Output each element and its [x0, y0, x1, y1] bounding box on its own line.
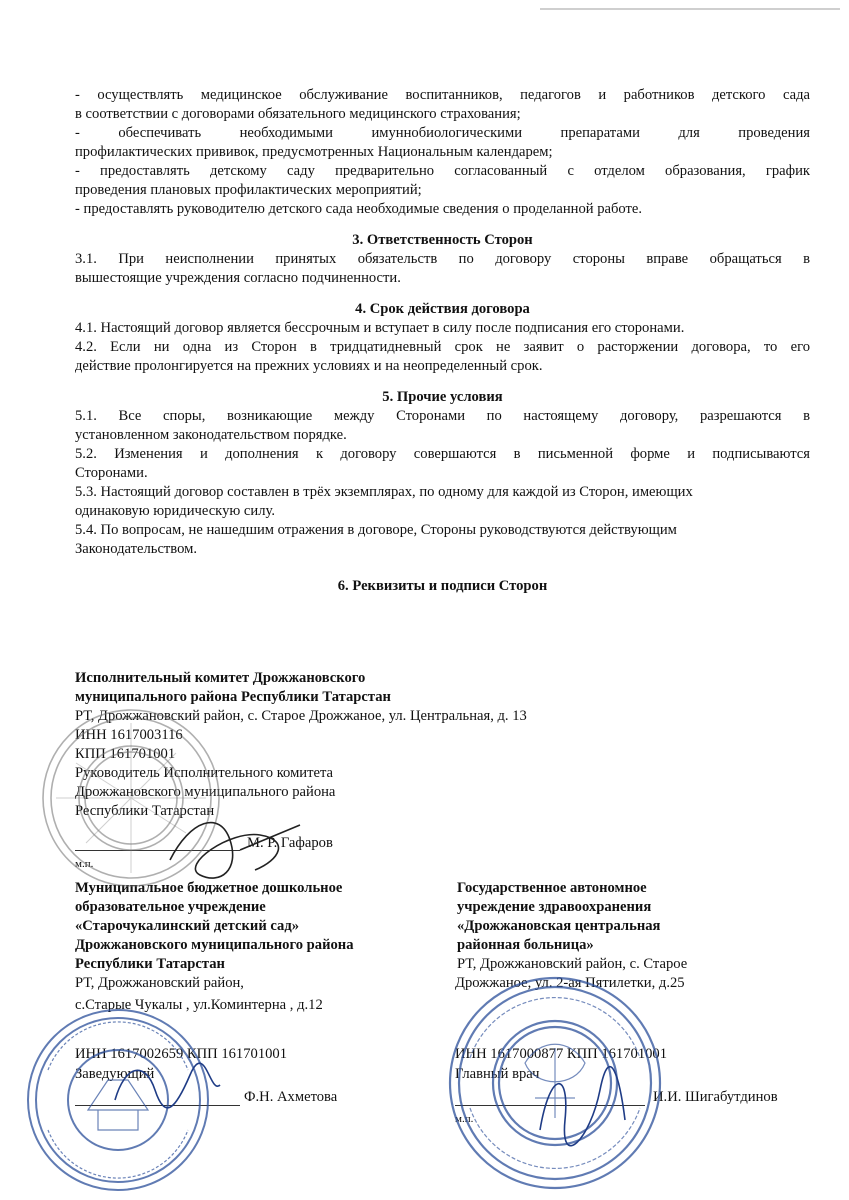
obligations-list: [75, 86, 810, 219]
text-line: - предоставлять руководителю детского сада необходимые сведения о проделанной работе.: [75, 201, 643, 217]
hospital-inn-kpp: ИНН 1617000877 КПП 161701001: [455, 1046, 668, 1062]
kindergarten-address-line: РТ, Дрожжановский район,: [75, 975, 244, 991]
text-line: - предоставлять детскому саду предварительно согласованный с отделом образования, график: [75, 163, 810, 179]
obligation-item: [75, 200, 810, 219]
hospital-address-line: Дрожжаное, ул. 2-ая Пятилетки, д.25: [455, 975, 685, 991]
text-line: действие пролонгируется на прежних условиях и на неопределенный срок.: [75, 358, 543, 374]
section-5-paragraph: [75, 483, 810, 521]
section-3-paragraph: [75, 250, 810, 288]
text-line: 3.1. При неисполнении принятых обязательств по договору стороны вправе обращаться в: [75, 251, 810, 267]
executive-address: РТ, Дрожжановский район, с. Старое Дрожжаное, ул. Центральная, д. 13: [75, 708, 527, 724]
kindergarten-name-line: Муниципальное бюджетное дошкольное: [75, 880, 343, 896]
text-line: Законодательством.: [75, 541, 197, 557]
text-line: - обеспечивать необходимыми имуннобиологическими препаратами для проведения: [75, 125, 810, 141]
text-line: профилактических прививок, предусмотренных Национальным календарем;: [75, 144, 553, 160]
text-line: 4.2. Если ни одна из Сторон в тридцатидневный срок не заявит о расторжении договора, то его: [75, 339, 810, 355]
text-line: установленном законодательством порядке.: [75, 427, 347, 443]
hospital-position: Главный врач: [455, 1066, 540, 1082]
kindergarten-name-line: образовательное учреждение: [75, 899, 266, 915]
section-4-paragraph: [75, 319, 810, 338]
executive-name-line: муниципального района Республики Татарстан: [75, 689, 391, 705]
hospital-name-line: «Дрожжановская центральная: [457, 918, 661, 934]
executive-kpp: КПП 161701001: [75, 746, 176, 762]
document-page: [75, 86, 810, 596]
text-line: - осуществлять медицинское обслуживание воспитанников, педагогов и работников детского сада: [75, 87, 810, 103]
signature-line: [75, 850, 240, 851]
kindergarten-position: Заведующий: [75, 1066, 155, 1082]
stamp-place-label: м.п.: [455, 1113, 474, 1125]
text-line: 5.4. По вопросам, не нашедшим отражения в договоре, Стороны руководствуются действующим: [75, 522, 677, 538]
kindergarten-name-line: «Старочукалинский детский сад»: [75, 918, 300, 934]
text-line: 5.2. Изменения и дополнения к договору совершаются в письменной форме и подписываются: [75, 446, 810, 462]
section-3-title: 3. Ответственность Сторон: [352, 232, 533, 248]
executive-signer: М. Р. Гафаров: [247, 835, 333, 851]
text-line: 5.3. Настоящий договор составлен в трёх экземплярах, по одному для каждой из Сторон, имеющих: [75, 484, 693, 500]
section-4-title: 4. Срок действия договора: [355, 301, 530, 317]
executive-position-line: Дрожжановского муниципального района: [75, 784, 336, 800]
kindergarten-name-line: Дрожжановского муниципального района: [75, 937, 354, 953]
kindergarten-address-line: с.Старые Чукалы , ул.Коминтерна , д.12: [75, 997, 323, 1013]
text-line: Сторонами.: [75, 465, 148, 481]
kindergarten-seal-icon: [18, 1000, 218, 1200]
section-5-title: 5. Прочие условия: [382, 389, 503, 405]
text-line: вышестоящие учреждения согласно подчиненности.: [75, 270, 401, 286]
kindergarten-name-line: Республики Татарстан: [75, 956, 225, 972]
section-4-paragraph: [75, 338, 810, 376]
executive-position-line: Руководитель Исполнительного комитета: [75, 765, 334, 781]
obligation-item: [75, 86, 810, 124]
text-line: одинаковую юридическую силу.: [75, 503, 275, 519]
kindergarten-inn-kpp: ИНН 1617002659 КПП 161701001: [75, 1046, 288, 1062]
hospital-address-line: РТ, Дрожжановский район, с. Старое: [457, 956, 688, 972]
executive-inn: ИНН 1617003116: [75, 727, 183, 743]
signature-line: [75, 1105, 240, 1106]
hospital-name-line: Государственное автономное: [457, 880, 647, 896]
text-line: в соответствии с договорами обязательного медицинского страхования;: [75, 106, 521, 122]
text-line: 4.1. Настоящий договор является бессрочным и вступает в силу после подписания его сторонами.: [75, 320, 685, 336]
executive-name-line: Исполнительный комитет Дрожжановского: [75, 670, 366, 686]
text-line: проведения плановых профилактических мероприятий;: [75, 182, 422, 198]
hospital-signer: И.И. Шигабутдинов: [653, 1089, 778, 1105]
hospital-name-line: районная больница»: [457, 937, 594, 953]
obligation-item: [75, 124, 810, 162]
section-5-paragraph: [75, 407, 810, 445]
obligation-item: [75, 162, 810, 200]
section-5-paragraph: [75, 521, 810, 559]
stamp-place-label: м.п.: [75, 858, 94, 870]
scan-edge: [540, 8, 840, 10]
section-6-title: 6. Реквизиты и подписи Сторон: [337, 578, 548, 594]
executive-position-line: Республики Татарстан: [75, 803, 215, 819]
section-5-paragraph: [75, 445, 810, 483]
kindergarten-signer: Ф.Н. Ахметова: [244, 1089, 338, 1105]
hospital-name-line: учреждение здравоохранения: [457, 899, 652, 915]
text-line: 5.1. Все споры, возникающие между Сторонами по настоящему договору, разрешаются в: [75, 408, 810, 424]
signature-line: [455, 1105, 645, 1106]
